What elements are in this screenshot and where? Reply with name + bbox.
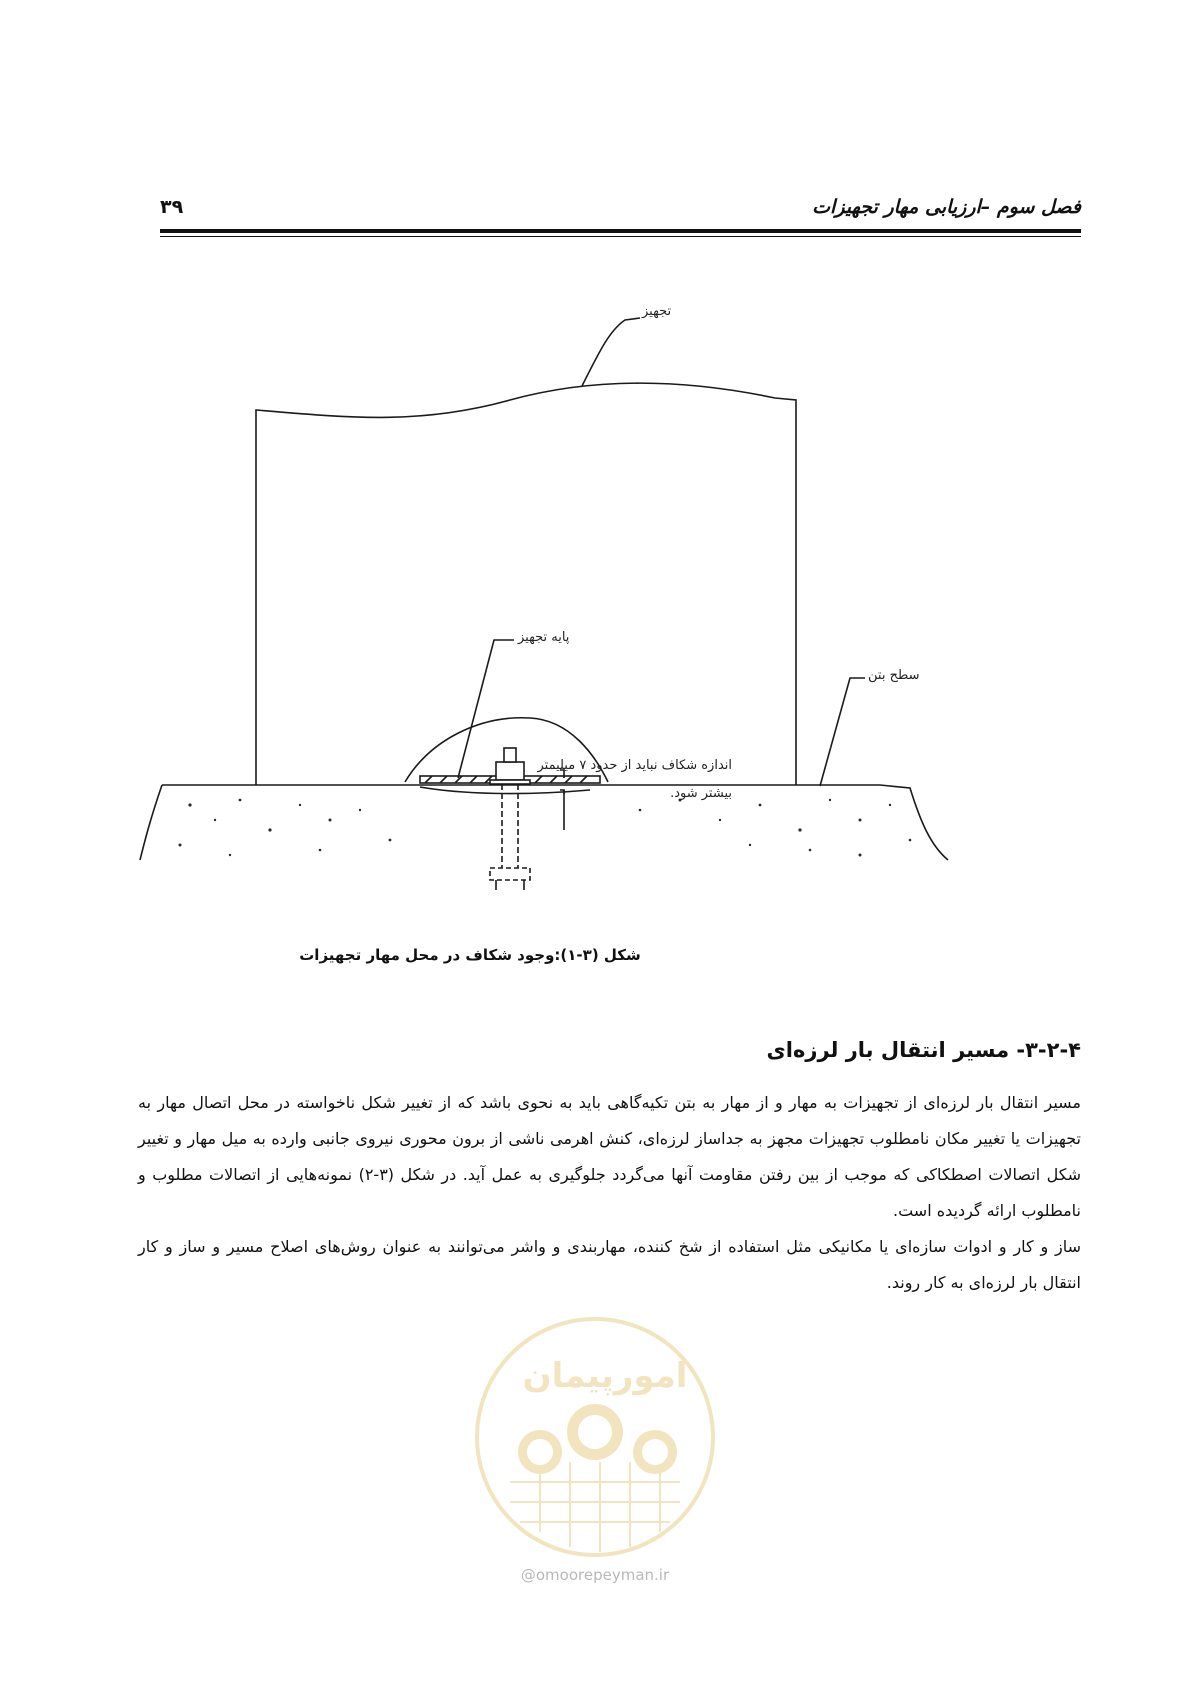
watermark-logo-text: امورپیمان [522,1356,688,1396]
watermark-logo [470,1312,720,1562]
leader-concrete [820,678,865,786]
anchor-bolt-head [490,868,530,880]
leader-equipment [582,318,640,386]
section-body [138,1085,1081,1301]
gap-note [512,752,732,808]
label-equipment: تجهیز [642,304,672,319]
equipment-body [256,383,796,785]
header-rule-thin [160,236,1081,237]
page-number: ۳۹ [160,196,184,218]
paragraph-1: مسیر انتقال بار لرزه‌ای از تجهیزات به مهار و از مهار به بتن تکیه‌گاهی باید به نحوی باشد که از تغییر شکل ناخواسته در محل اتصال مهار به تجهیزات یا تغییر مکان نامطلوب تجهیزات مجهز به جداساز لرزه‌ای، کنش اهرمی ناشی از برون محوری نیروی جانبی وارده به میل مهار و تغییر شکل اتصالات اصطکاکی که موجب از بین رفتن مقاومت آنها می‌گردد جلوگیری به عمل آید. در شکل (۳-۲) نمونه‌هایی از اتصالات مطلوب و نامطلوب ارائه گردیده است. [138,1093,1082,1220]
chapter-title: فصل سوم –ارزیابی مهار تجهیزات [812,196,1081,218]
header-rule-thick [160,229,1081,233]
equipment-anchor-figure [120,300,1080,900]
watermark-url: @omoorepeyman.ir [520,1566,670,1584]
figure-caption: شکل (۳-۱):وجود شکاف در محل مهار تجهیزات [299,946,641,964]
anchor-drawing [120,300,1080,900]
label-concrete-surface: سطح بتن [868,668,920,683]
paragraph-2: ساز و کار و ادوات سازه‌ای یا مکانیکی مثل استفاده از شخ کننده، مهاربندی و واشر می‌توانند به عنوان روش‌های اصلاح مسیر و ساز و کار انتقال بار لرزه‌ای به کار روند. [138,1237,1081,1292]
gap-note-line2: بیشتر شود. [670,786,732,801]
section-heading: ۳-۲-۴- مسیر انتقال بار لرزه‌ای [766,1038,1081,1062]
concrete-left-edge [140,785,162,860]
gap-note-line1: اندازه شکاف نباید از حدود ۷ میلیمتر [537,758,732,773]
label-equipment-base: پایه تجهیز [518,630,570,645]
